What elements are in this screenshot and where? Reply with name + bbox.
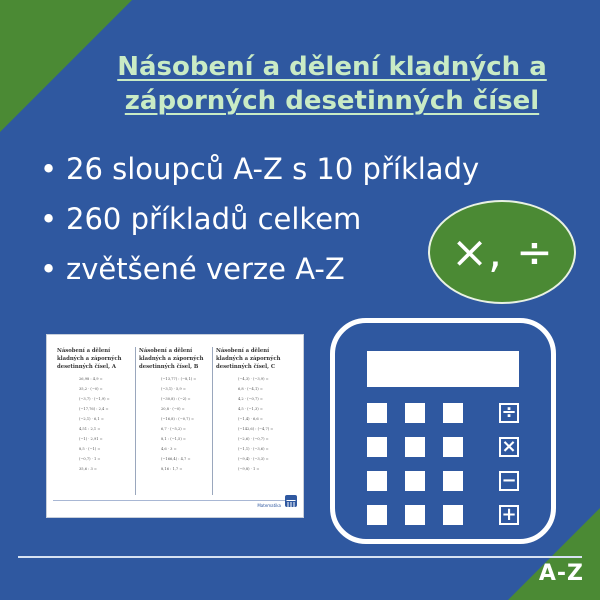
worksheet-column-c (212, 347, 288, 495)
feature-item-total: • 260 příkladů celkem (40, 194, 479, 244)
calculator-key (405, 403, 425, 423)
worksheet-problem: (−2,6) · (−0,7) = (238, 437, 269, 441)
worksheet-problem: 20,8 · (−0) = (161, 407, 185, 411)
worksheet-problem: (−16,8) : (−0,7) = (161, 417, 194, 421)
title-line-2: záporných desetinných čísel (124, 86, 540, 116)
calculator-key (405, 505, 425, 525)
worksheet-problem: 6,7 · (−5,2) = (161, 427, 186, 431)
cover-title (98, 50, 566, 118)
worksheet-problem: 26,98 : 4,9 = (79, 377, 103, 381)
worksheet-column-title: Násobení a dělení kladných a záporných desetinných čísel, A (57, 348, 122, 370)
calculator-key (443, 437, 463, 457)
plus-key: + (499, 505, 519, 525)
calculator-screen (367, 351, 519, 387)
worksheet-problem: 6,8 · (−4,1) = (238, 387, 263, 391)
worksheet-problem: (−13,77) : (−8,1) = (161, 377, 197, 381)
worksheet-problem: (−17,76) : 2,4 = (79, 407, 109, 411)
worksheet-column-a (57, 347, 129, 495)
feature-item-enlarged: • zvětšené verze A-Z (40, 244, 479, 294)
minus-key: − (499, 471, 519, 491)
worksheet-problem: 4,6 · 3 = (161, 447, 177, 451)
worksheet-problem: (−3,1) · 5,9 = (161, 387, 186, 391)
worksheet-problem: (−1,1) · (−3,6) = (238, 447, 269, 451)
worksheet-problem: 4,51 : 2,1 = (79, 427, 101, 431)
corner-label: A-Z (538, 561, 584, 586)
worksheet-footer (53, 500, 297, 511)
multiply-key: × (499, 437, 519, 457)
worksheet-preview (46, 334, 304, 518)
worksheet-problem: (−1) · 2,91 = (79, 437, 103, 441)
worksheet-problem: (−30,8) : (−2) = (161, 397, 191, 401)
worksheet-problem: 8,5 · (−1) = (79, 447, 101, 451)
calculator-key (367, 403, 387, 423)
worksheet-problem: 4,2 · (−0,7) = (238, 397, 263, 401)
worksheet-problem: 8,1 : (−1,5) = (161, 437, 186, 441)
calculator-key (443, 505, 463, 525)
calculator-key (405, 471, 425, 491)
worksheet-problem: (−3,7) · (−1,9) = (79, 397, 110, 401)
calculator-key (367, 471, 387, 491)
title-line-1: Násobení a dělení kladných a (117, 52, 547, 82)
divider-line (18, 556, 582, 558)
building-logo-icon (285, 495, 297, 507)
feature-item-columns: • 26 sloupců A-Z s 10 příklady (40, 144, 479, 194)
worksheet-problem: (−0,7) · 1 = (79, 457, 101, 461)
operations-badge: ×, ÷ (428, 200, 576, 304)
worksheet-footer-text: Matematika (257, 503, 281, 508)
calculator-key (443, 471, 463, 491)
worksheet-problem: 35,6 : 3 = (79, 467, 97, 471)
worksheet-problem: (−9,4) · (−3,3) = (238, 457, 269, 461)
worksheet-column-b (135, 347, 211, 495)
worksheet-problem: 35,2 · (−0) = (79, 387, 103, 391)
worksheet-problem: (−166,4) : 4,7 = (161, 457, 191, 461)
calculator-key (367, 505, 387, 525)
divide-key: ÷ (499, 403, 519, 423)
calculator-key (367, 437, 387, 457)
worksheet-problem: (−142,6) : (−4,7) = (238, 427, 274, 431)
worksheet-column-title: Násobení a dělení kladných a záporných desetinných čísel, B (139, 348, 204, 370)
feature-list (40, 144, 479, 294)
worksheet-problem: 8,16 : 1,7 = (161, 467, 183, 471)
calculator-key (443, 403, 463, 423)
worksheet-problem: 4,5 · (−1,3) = (238, 407, 263, 411)
worksheet-column-title: Násobení a dělení kladných a záporných desetinných čísel, C (216, 348, 281, 370)
calculator-key (405, 437, 425, 457)
calculator-icon (330, 318, 556, 544)
worksheet-problem: (−4,3) · (−3,9) = (238, 377, 269, 381)
worksheet-problem: (−9,8) · 1 = (238, 467, 260, 471)
worksheet-problem: (−1,4) · 6,6 = (238, 417, 263, 421)
worksheet-problem: (−2,1) · 6,1 = (79, 417, 104, 421)
